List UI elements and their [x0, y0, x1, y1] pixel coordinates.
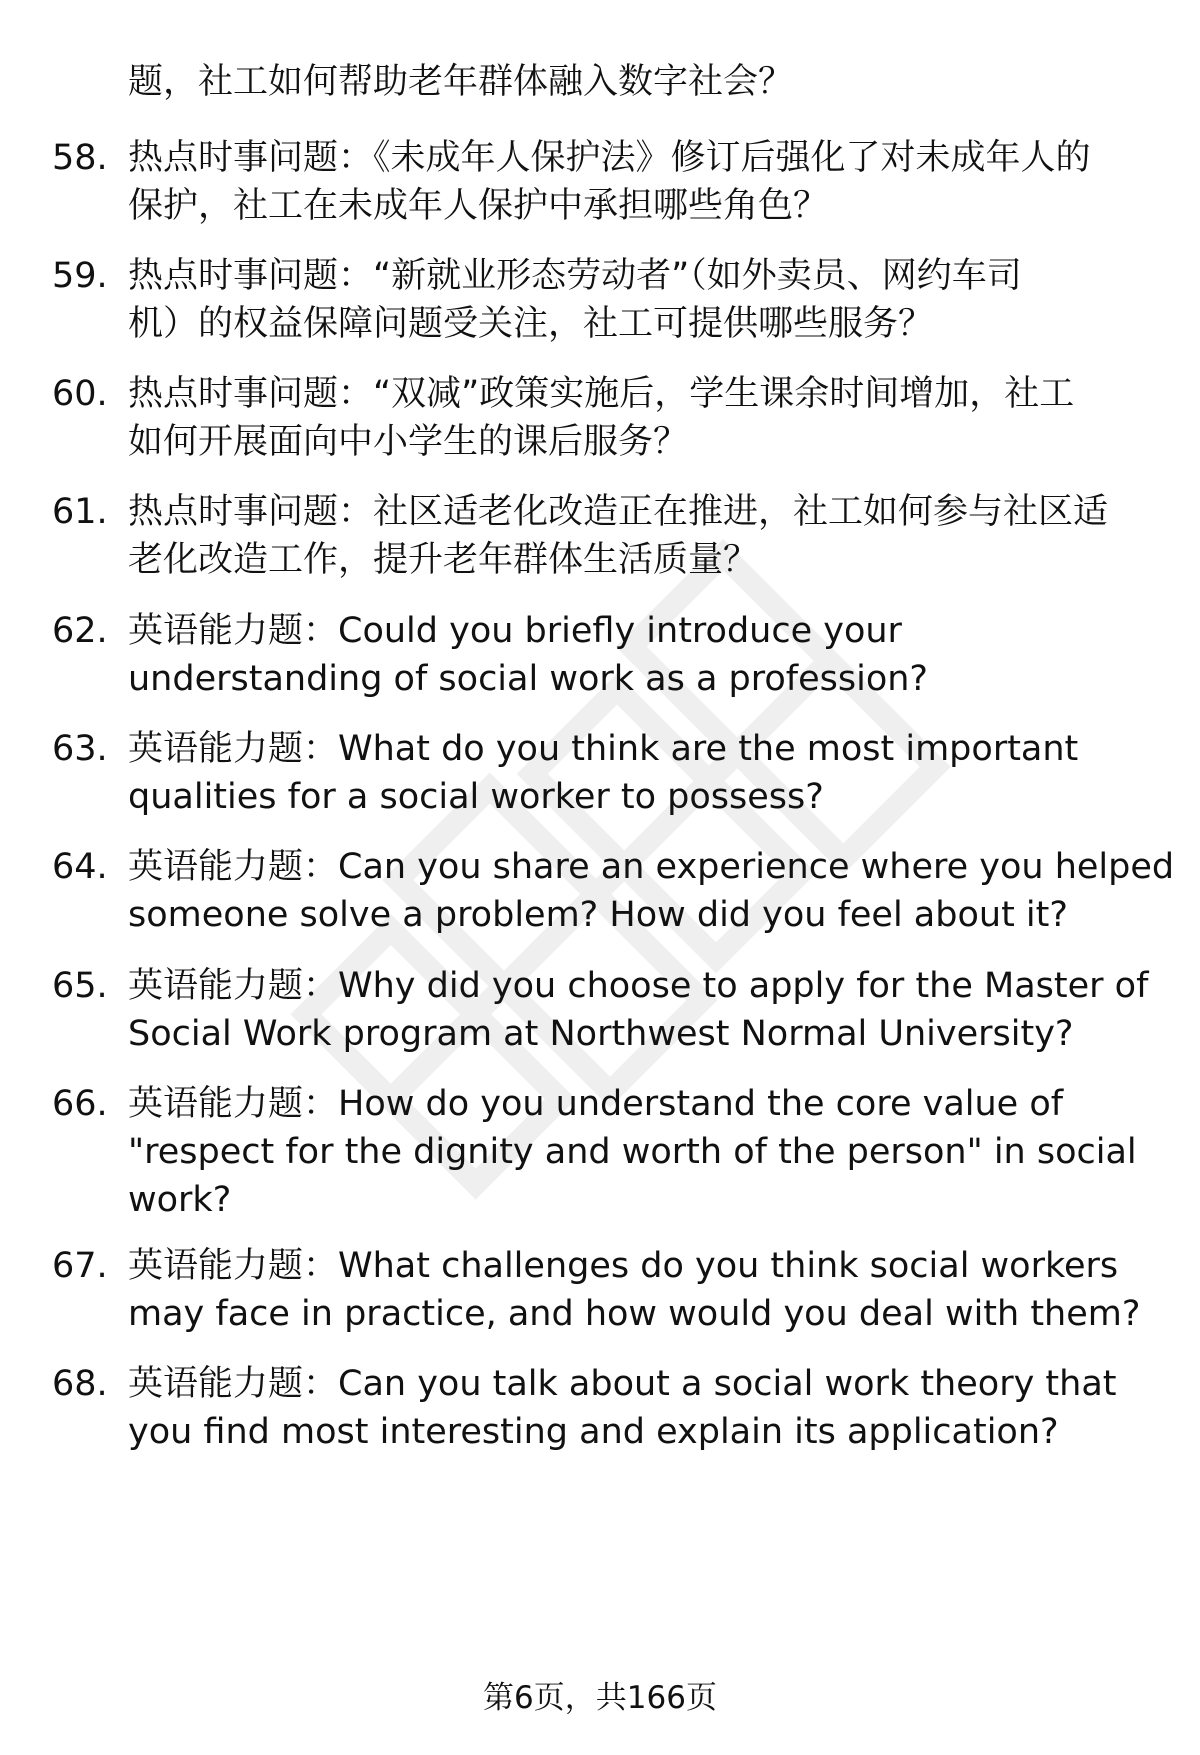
question-line: 热点时事问题：“新就业形态劳动者”（如外卖员、网约车司 — [128, 256, 1022, 296]
question-line: 英语能力题：Why did you choose to apply for the Master of — [128, 966, 1149, 1006]
question-line: someone solve a problem? How did you feel about it? — [128, 895, 1068, 935]
question-number: 59. — [52, 256, 108, 296]
question-64 — [52, 843, 1175, 939]
question-line: "respect for the dignity and worth of the person" in social — [128, 1132, 1137, 1172]
question-60 — [52, 370, 1162, 466]
question-number: 66. — [52, 1084, 108, 1124]
question-text — [128, 488, 1200, 584]
question-line: 英语能力题：What challenges do you think social workers — [128, 1246, 1119, 1286]
question-number: 64. — [52, 847, 108, 887]
question-line: may face in practice, and how would you deal with them? — [128, 1294, 1141, 1334]
question-61 — [52, 488, 1162, 584]
question-number: 58. — [52, 138, 108, 178]
question-line: you find most interesting and explain its application? — [128, 1412, 1059, 1452]
question-number: 65. — [52, 966, 108, 1006]
question-57-continuation: 题，社工如何帮助老年群体融入数字社会？ — [128, 62, 794, 102]
question-59 — [52, 252, 1162, 348]
question-text — [128, 370, 1200, 466]
question-line: 英语能力题：Could you briefly introduce your — [128, 611, 902, 651]
question-number: 63. — [52, 729, 108, 769]
question-line: 保护，社工在未成年人保护中承担哪些角色？ — [128, 186, 829, 226]
question-text — [128, 1242, 1200, 1338]
question-67 — [52, 1242, 1162, 1338]
question-line: work? — [128, 1180, 232, 1220]
question-text — [128, 1080, 1200, 1224]
question-line: 热点时事问题：社区适老化改造正在推进，社工如何参与社区适 — [128, 492, 1109, 532]
question-65 — [52, 962, 1162, 1058]
question-line: 老化改造工作，提升老年群体生活质量？ — [128, 540, 759, 580]
question-text — [128, 962, 1200, 1058]
question-text — [128, 725, 1200, 821]
question-text — [128, 843, 1200, 939]
question-68 — [52, 1360, 1162, 1456]
question-line: 热点时事问题：“双减”政策实施后，学生课余时间增加，社工 — [128, 374, 1075, 414]
question-text — [128, 1360, 1200, 1456]
question-number: 60. — [52, 374, 108, 414]
question-line: 机）的权益保障问题受关注，社工可提供哪些服务？ — [128, 304, 934, 344]
question-line: 热点时事问题：《未成年人保护法》修订后强化了对未成年人的 — [128, 138, 1091, 178]
question-line: Social Work program at Northwest Normal University? — [128, 1014, 1074, 1054]
question-text — [128, 252, 1200, 348]
page-footer: 第6页，共166页 — [483, 1680, 717, 1716]
question-line: qualities for a social worker to possess? — [128, 777, 824, 817]
question-number: 62. — [52, 611, 108, 651]
question-63 — [52, 725, 1162, 821]
question-line: 英语能力题：Can you share an experience where you helped — [128, 847, 1175, 887]
question-number: 68. — [52, 1364, 108, 1404]
question-line: 如何开展面向中小学生的课后服务？ — [128, 422, 689, 462]
question-line: 英语能力题：How do you understand the core value of — [128, 1084, 1064, 1124]
question-number: 67. — [52, 1246, 108, 1286]
question-66 — [52, 1080, 1162, 1224]
question-line: 英语能力题：Can you talk about a social work theory that — [128, 1364, 1117, 1404]
question-number: 61. — [52, 492, 108, 532]
question-line: 英语能力题：What do you think are the most important — [128, 729, 1079, 769]
question-62 — [52, 607, 1162, 703]
question-text — [128, 134, 1200, 230]
question-58 — [52, 134, 1162, 230]
question-text — [128, 607, 1200, 703]
question-line: understanding of social work as a profession? — [128, 659, 929, 699]
